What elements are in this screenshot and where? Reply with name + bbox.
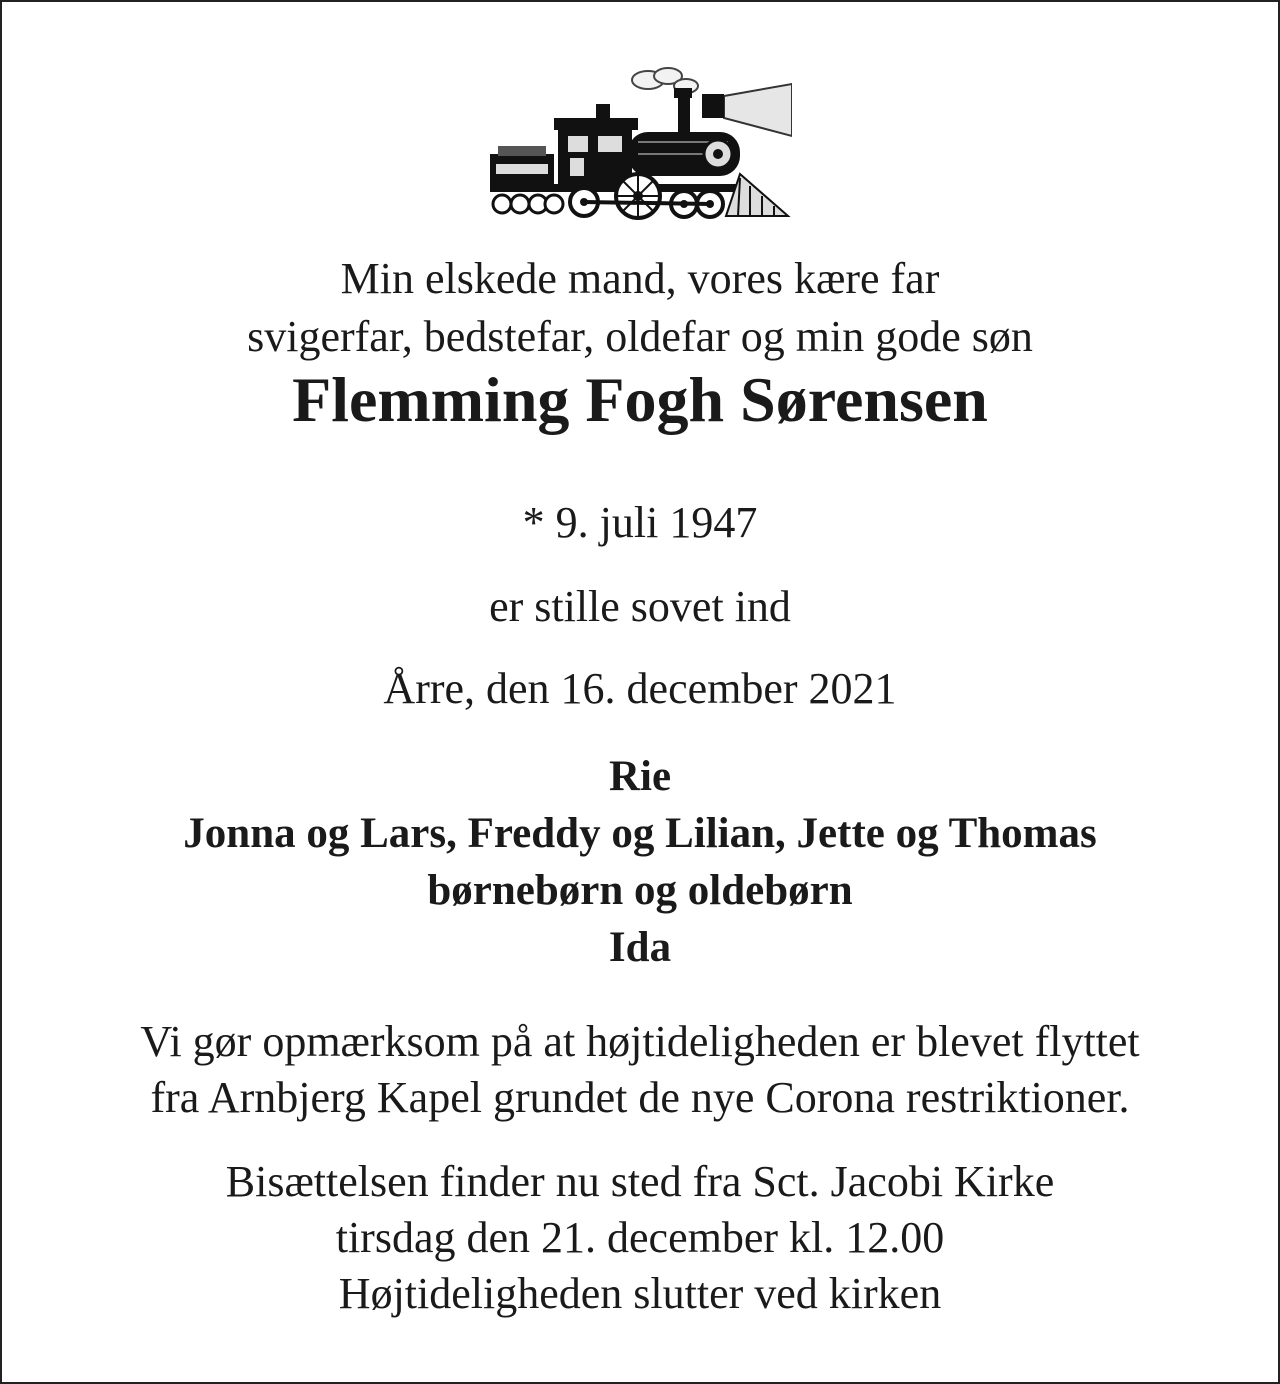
notice-line-1: Vi gør opmærksom på at højtideligheden er blevet flyttet	[140, 1017, 1140, 1066]
family-line-2: Jonna og Lars, Freddy og Lilian, Jette og Thomas	[183, 810, 1097, 857]
notice-line-2: fra Arnbjerg Kapel grundet de nye Corona restriktioner.	[150, 1073, 1130, 1122]
family-line-1: Rie	[608, 753, 672, 800]
service-line-3: Højtideligheden slutter ved kirken	[338, 1269, 942, 1318]
family-line-4: Ida	[608, 924, 672, 971]
intro-line-2: svigerfar, bedstefar, oldefar og min gode søn	[247, 312, 1033, 361]
service-line-1: Bisættelsen finder nu sted fra Sct. Jacobi Kirke	[225, 1157, 1055, 1206]
deceased-name: Flemming Fogh Sørensen	[292, 364, 988, 435]
family-line-3: børnebørn og oldebørn	[427, 867, 853, 914]
birth-date: * 9. juli 1947	[522, 498, 758, 547]
passing-text: er stille sovet ind	[489, 582, 791, 631]
intro-line-1: Min elskede mand, vores kære far	[340, 254, 940, 303]
steam-train-icon	[488, 66, 792, 226]
place-date: Årre, den 16. december 2021	[383, 664, 897, 713]
service-line-2: tirsdag den 21. december kl. 12.00	[335, 1213, 945, 1262]
